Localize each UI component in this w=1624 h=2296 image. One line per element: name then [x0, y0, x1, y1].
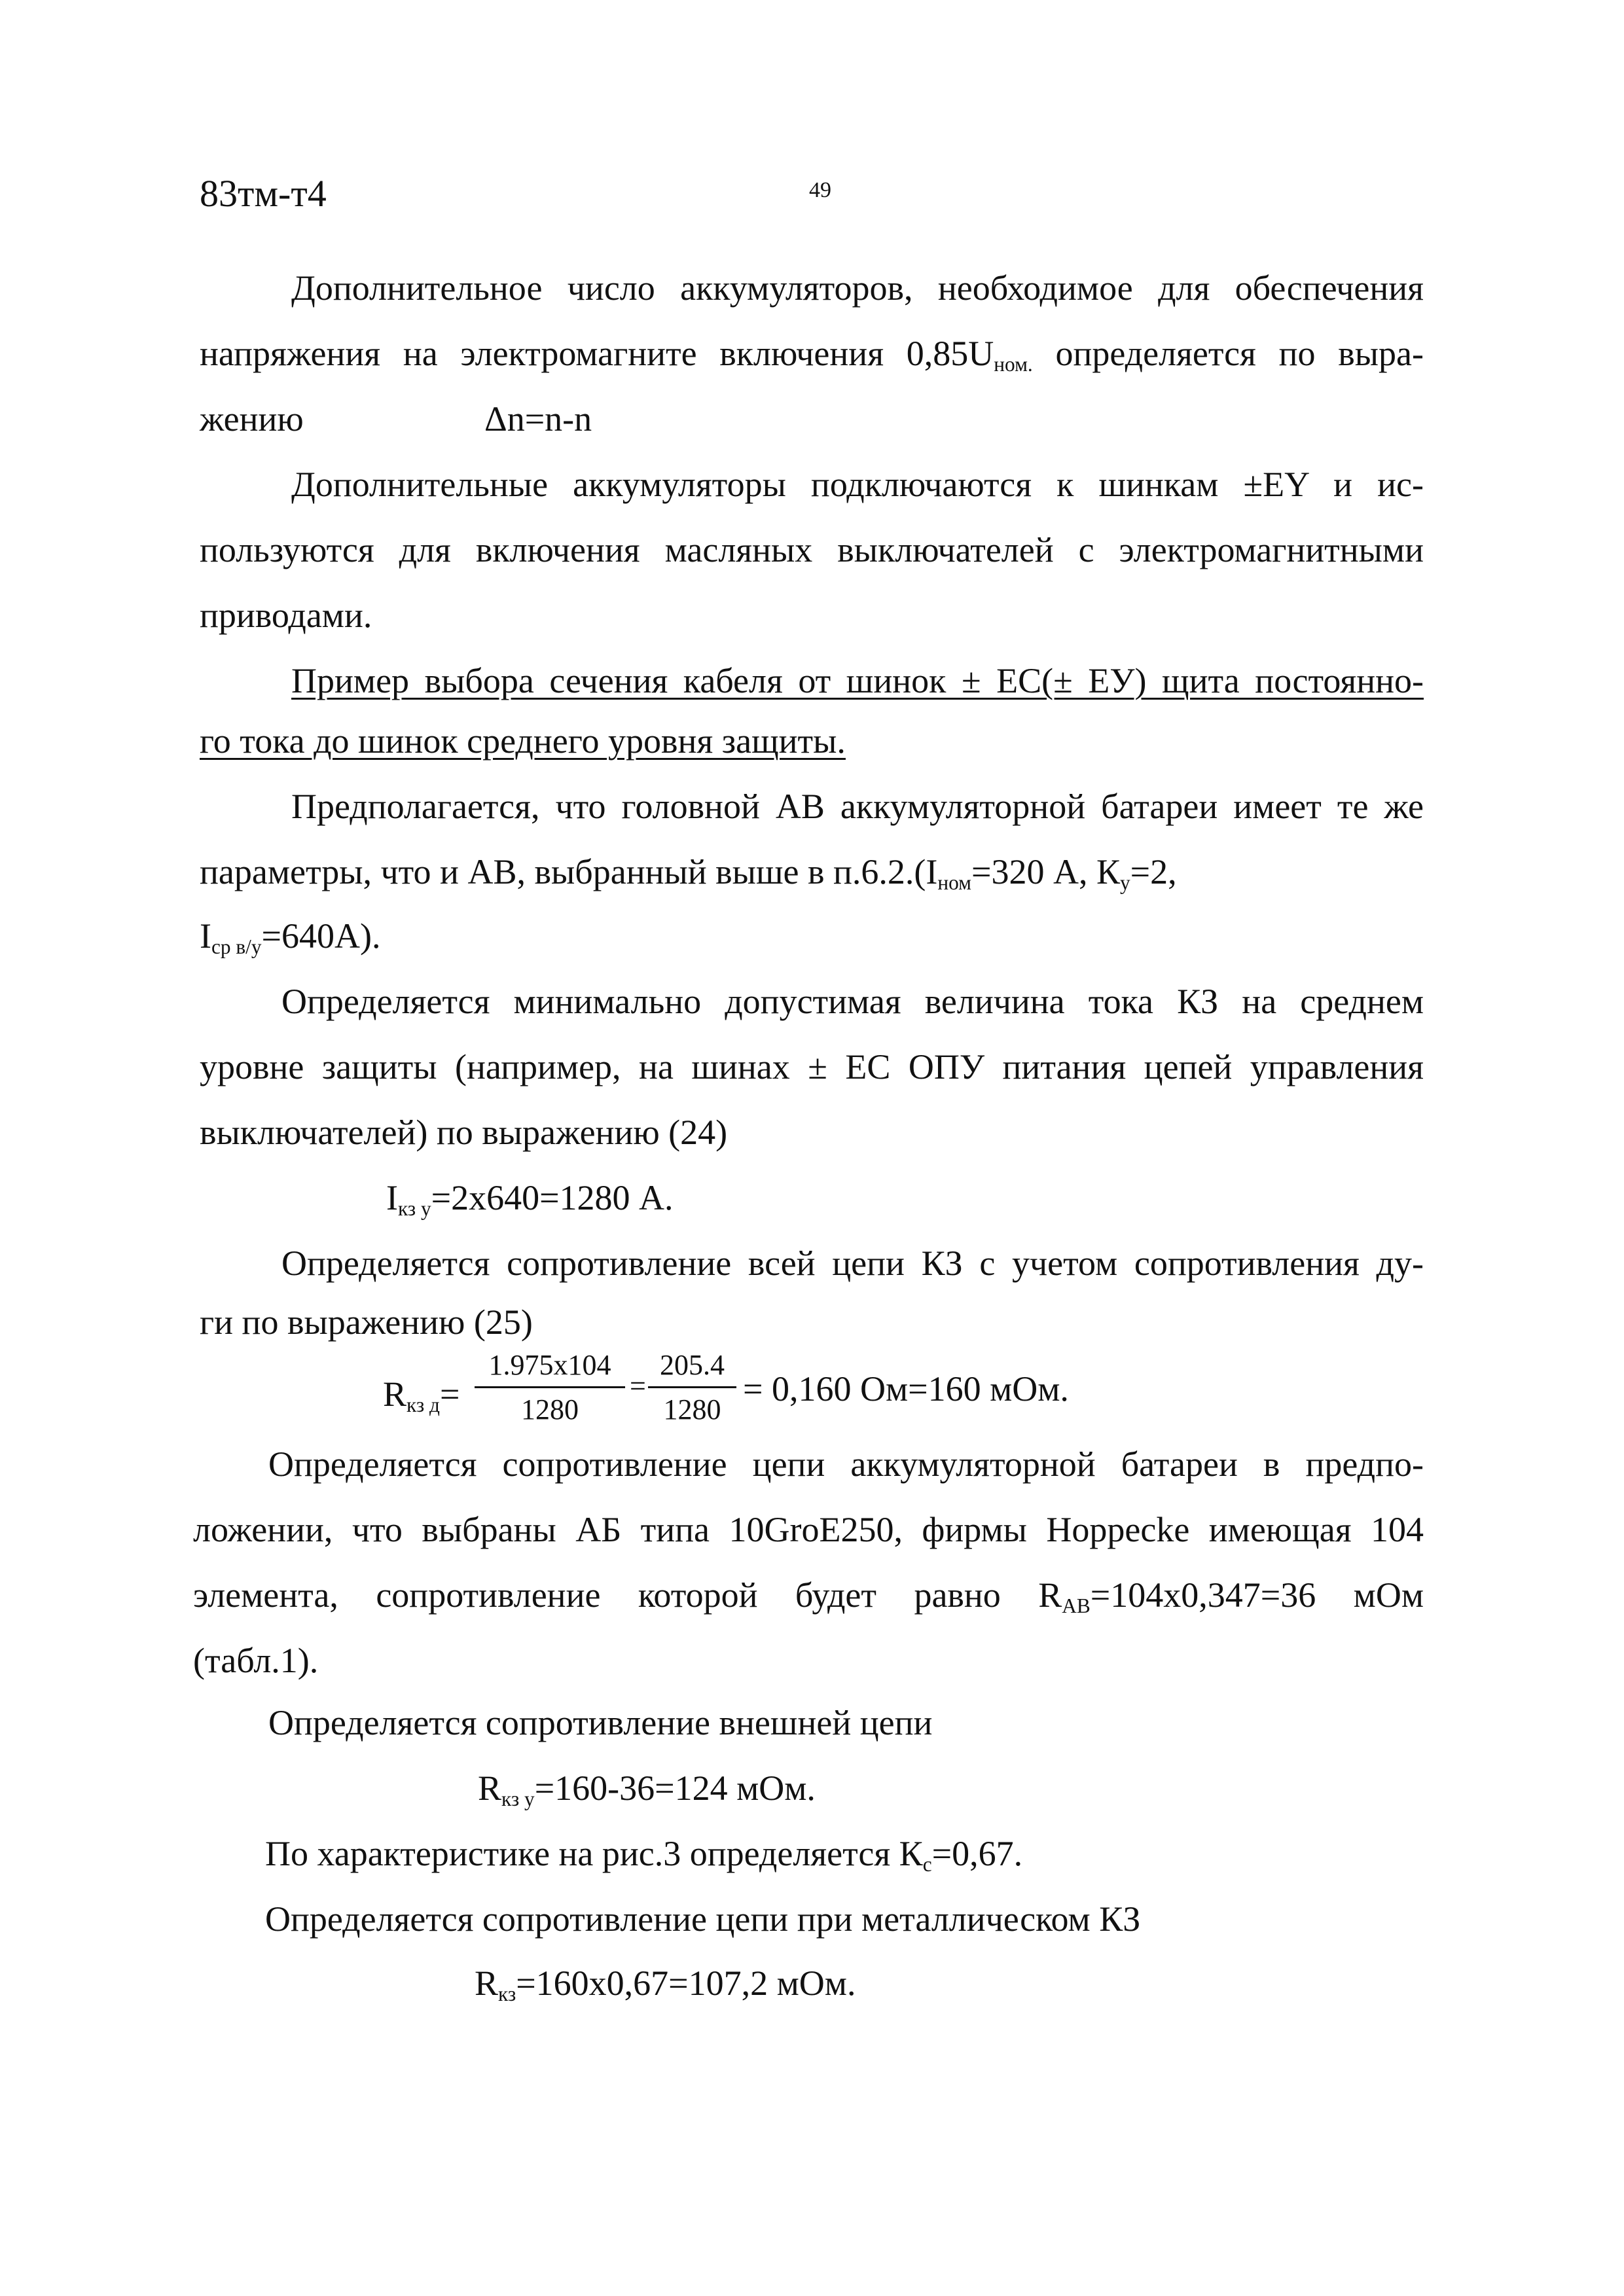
paragraph-7-line-1: Определяется сопротивление внешней цепи: [268, 1703, 933, 1742]
formula-25-rhs: = 0,160 Ом=160 мОм.: [743, 1369, 1069, 1408]
paragraph-1-line-1: Дополнительное число аккумуляторов, необходимое для обеспечения: [291, 268, 1424, 308]
formula-25-numerator-2: 205.4: [660, 1349, 725, 1381]
formula-25-lhs: $R_{кз д}=$: [383, 1374, 460, 1416]
paragraph-9-line-1: Определяется сопротивление цепи при металлическом КЗ: [265, 1899, 1141, 1939]
paragraph-4-line-1: Определяется минимально допустимая величина тока КЗ на среднем: [281, 982, 1424, 1021]
paragraph-6-line-3: элемента, сопротивление которой будет равно $R_{АВ}=104х0,347=36$ мОм: [193, 1575, 1424, 1617]
paragraph-1-line-2: напряжения на электромагните включения $0,85U_{ном.}$ определяется по выра-: [200, 334, 1424, 376]
paragraph-2-line-1: Дополнительные аккумуляторы подключаются к шинкам ±EY и ис-: [291, 465, 1424, 504]
formula-24: $I_{кз у}=2х640=1280$ А.: [386, 1178, 674, 1220]
formula-25-denominator-1: 1280: [521, 1393, 579, 1426]
paragraph-6-line-2: ложении, что выбраны АБ типа 10GroE250, фирмы Hoppecke имеющая 104: [193, 1510, 1424, 1549]
paragraph-6-line-4: (табл.1).: [193, 1641, 319, 1680]
formula-25-fraction-bar-1: [475, 1386, 625, 1388]
formula-delta-n: Δn=n-n: [484, 399, 592, 439]
paragraph-1-line-3: жению: [200, 399, 304, 439]
formula-26: $R_{кз у}=160-36=124$ мОм.: [478, 1768, 816, 1810]
paragraph-8-line-1: По характеристике на рис.3 определяется $К_с=0,67$.: [265, 1834, 1023, 1876]
formula-27: $R_{кз}=160х0,67=107,2$ мОм.: [475, 1964, 856, 2005]
paragraph-4-line-2: уровне защиты (например, на шинах ± ЕС ОПУ питания цепей управления: [200, 1047, 1424, 1086]
paragraph-2-line-2: пользуются для включения масляных выключателей с электромагнитными: [200, 530, 1424, 569]
paragraph-6-line-1: Определяется сопротивление цепи аккумуляторной батареи в предпо-: [268, 1444, 1424, 1484]
paragraph-3-line-2: параметры, что и АВ, выбранный выше в $п.6.2.(I_{ном}=320$ А, $К_у=2$,: [200, 852, 1177, 894]
paragraph-2-line-3: приводами.: [200, 596, 372, 635]
formula-25-denominator-2: 1280: [663, 1393, 721, 1426]
paragraph-5-line-1: Определяется сопротивление всей цепи КЗ с учетом сопротивления ду-: [281, 1244, 1424, 1283]
formula-25-fraction-bar-2: [648, 1386, 736, 1388]
paragraph-3-line-3: $I_{ср в/у}=640А$).: [200, 916, 381, 958]
document-code: 83тм-т4: [200, 172, 327, 215]
example-heading-line-2: го тока до шинок среднего уровня защиты.: [200, 721, 846, 761]
page-number: 49: [809, 178, 831, 202]
formula-25-numerator-1: 1.975х104: [488, 1349, 611, 1381]
example-heading-line-1: Пример выбора сечения кабеля от шинок ± ЕС(± ЕУ) щита постоянно-: [291, 661, 1424, 700]
formula-25-equals: =: [630, 1370, 646, 1402]
paragraph-4-line-3: выключателей) по выражению (24): [200, 1113, 728, 1152]
paragraph-5-line-2: ги по выражению (25): [200, 1302, 533, 1342]
paragraph-3-line-1: Предполагается, что головной АВ аккумуляторной батареи имеет те же: [291, 787, 1424, 826]
